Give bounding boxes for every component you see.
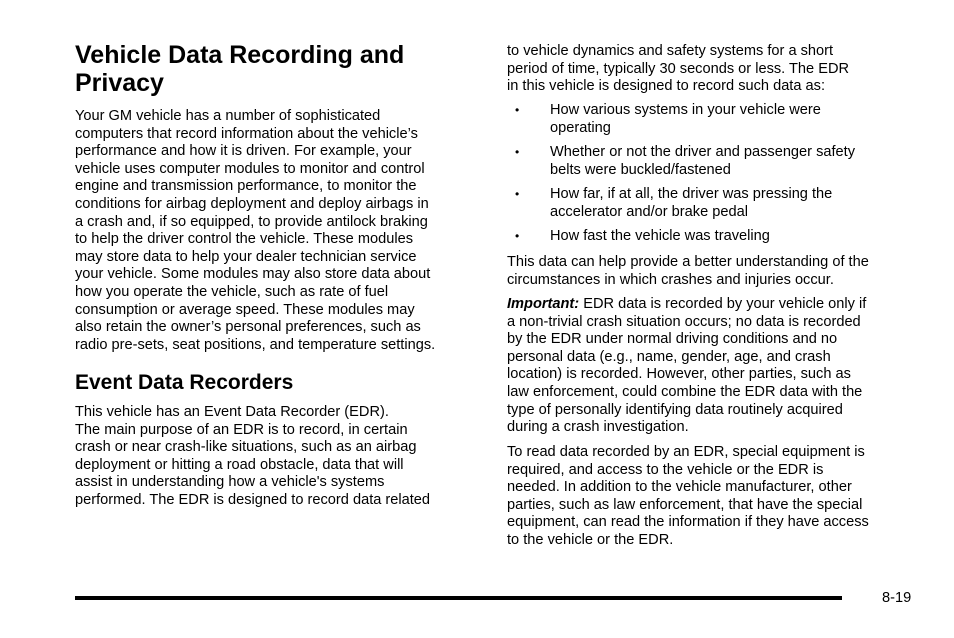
bullet-icon: • — [515, 145, 520, 159]
text-line: parties, such as law enforcement, that have the special — [507, 496, 863, 513]
text-line: how you operate the vehicle, such as rate of fuel — [75, 283, 389, 300]
text-line: To read data recorded by an EDR, special equipment is — [507, 444, 865, 460]
text-line: needed. In addition to the vehicle manufacturer, other — [507, 479, 852, 496]
text-line — [507, 296, 866, 314]
text-line: This data can help provide a better understanding of the — [507, 254, 869, 270]
text-line: performance and how it is driven. For example, your — [75, 143, 412, 160]
title-line: Vehicle Data Recording and — [75, 41, 405, 69]
bullet-icon: • — [515, 187, 520, 201]
understanding-paragraph — [507, 254, 869, 289]
text-line: vehicle uses computer modules to monitor and control — [75, 160, 425, 177]
text-line: operating — [550, 119, 611, 136]
text-line: law enforcement, could combine the EDR data with the — [507, 383, 863, 400]
text-line: equipment, can read the information if they have access — [507, 514, 869, 531]
text-line: by the EDR under normal driving conditions and no — [507, 331, 838, 348]
page-number: 8-19 — [882, 590, 912, 606]
text-line: performed. The EDR is designed to record data related — [75, 491, 431, 508]
text-line: computers that record information about the vehicle’s — [75, 125, 418, 142]
text-line: This vehicle has an Event Data Recorder (EDR). — [75, 404, 389, 420]
text-line: circumstances in which crashes and injuries occur. — [507, 271, 834, 288]
text-line: engine and transmission performance, to monitor the — [75, 178, 417, 195]
important-label: Important: — [507, 296, 580, 312]
continued-paragraph — [507, 43, 849, 96]
page-title — [75, 41, 475, 97]
text-line: How fast the vehicle was traveling — [550, 228, 770, 244]
edr-paragraph — [75, 404, 430, 510]
text-line: type of personally identifying data routinely acquired — [507, 401, 843, 418]
bullet-text — [550, 102, 821, 137]
text-line: may store data to help your dealer technician service — [75, 248, 417, 265]
bullet-text — [550, 228, 770, 246]
intro-paragraph — [75, 108, 435, 354]
footer-rule — [75, 596, 842, 600]
text-line: assist in understanding how a vehicle's systems — [75, 474, 385, 491]
text-line: location) is recorded. However, other parties, such as — [507, 366, 851, 383]
text-line: conditions for airbag deployment and deploy airbags in — [75, 195, 429, 212]
read-data-paragraph — [507, 444, 869, 550]
important-text: EDR data is recorded by your vehicle only if — [579, 296, 867, 312]
text-line: a crash and, if so equipped, to provide antilock braking — [75, 213, 428, 230]
text-line: to vehicle dynamics and safety systems for a short — [507, 43, 834, 59]
text-line: period of time, typically 30 seconds or less. The EDR — [507, 60, 850, 77]
text-line: How various systems in your vehicle were — [550, 102, 821, 118]
text-line: personal data (e.g., name, gender, age, and crash — [507, 348, 831, 365]
bullet-icon: • — [515, 103, 520, 117]
text-line: a non-trivial crash situation occurs; no data is recorded — [507, 313, 861, 330]
text-line: also retain the owner’s personal preferences, such as — [75, 319, 421, 336]
text-line: Whether or not the driver and passenger safety — [550, 144, 856, 160]
bullet-text — [550, 186, 832, 221]
text-line: to the vehicle or the EDR. — [507, 531, 674, 548]
bullet-text — [550, 144, 855, 179]
bullet-icon: • — [515, 229, 520, 243]
text-line: The main purpose of an EDR is to record, in certain — [75, 421, 408, 438]
text-line: Your GM vehicle has a number of sophisticated — [75, 108, 381, 124]
title-line: Privacy — [75, 69, 164, 97]
important-paragraph — [507, 296, 866, 437]
text-line: crash or near crash-like situations, such as an airbag — [75, 439, 417, 456]
text-line: How far, if at all, the driver was pressing the — [550, 186, 833, 202]
text-line: deployment or hitting a road obstacle, data that will — [75, 456, 404, 473]
text-line: accelerator and/or brake pedal — [550, 203, 748, 220]
text-line: to help the driver control the vehicle. These modules — [75, 231, 414, 248]
text-line: belts were buckled/fastened — [550, 161, 731, 178]
text-line: radio pre-sets, seat positions, and temperature settings. — [75, 336, 436, 353]
text-line: consumption or average speed. These modules may — [75, 301, 415, 318]
text-line: your vehicle. Some modules may also store data about — [75, 266, 431, 283]
text-line: during a crash investigation. — [507, 419, 689, 436]
text-line: in this vehicle is designed to record such data as: — [507, 78, 825, 95]
section-heading-edr: Event Data Recorders — [75, 371, 294, 394]
text-line: required, and access to the vehicle or the EDR is — [507, 461, 824, 478]
